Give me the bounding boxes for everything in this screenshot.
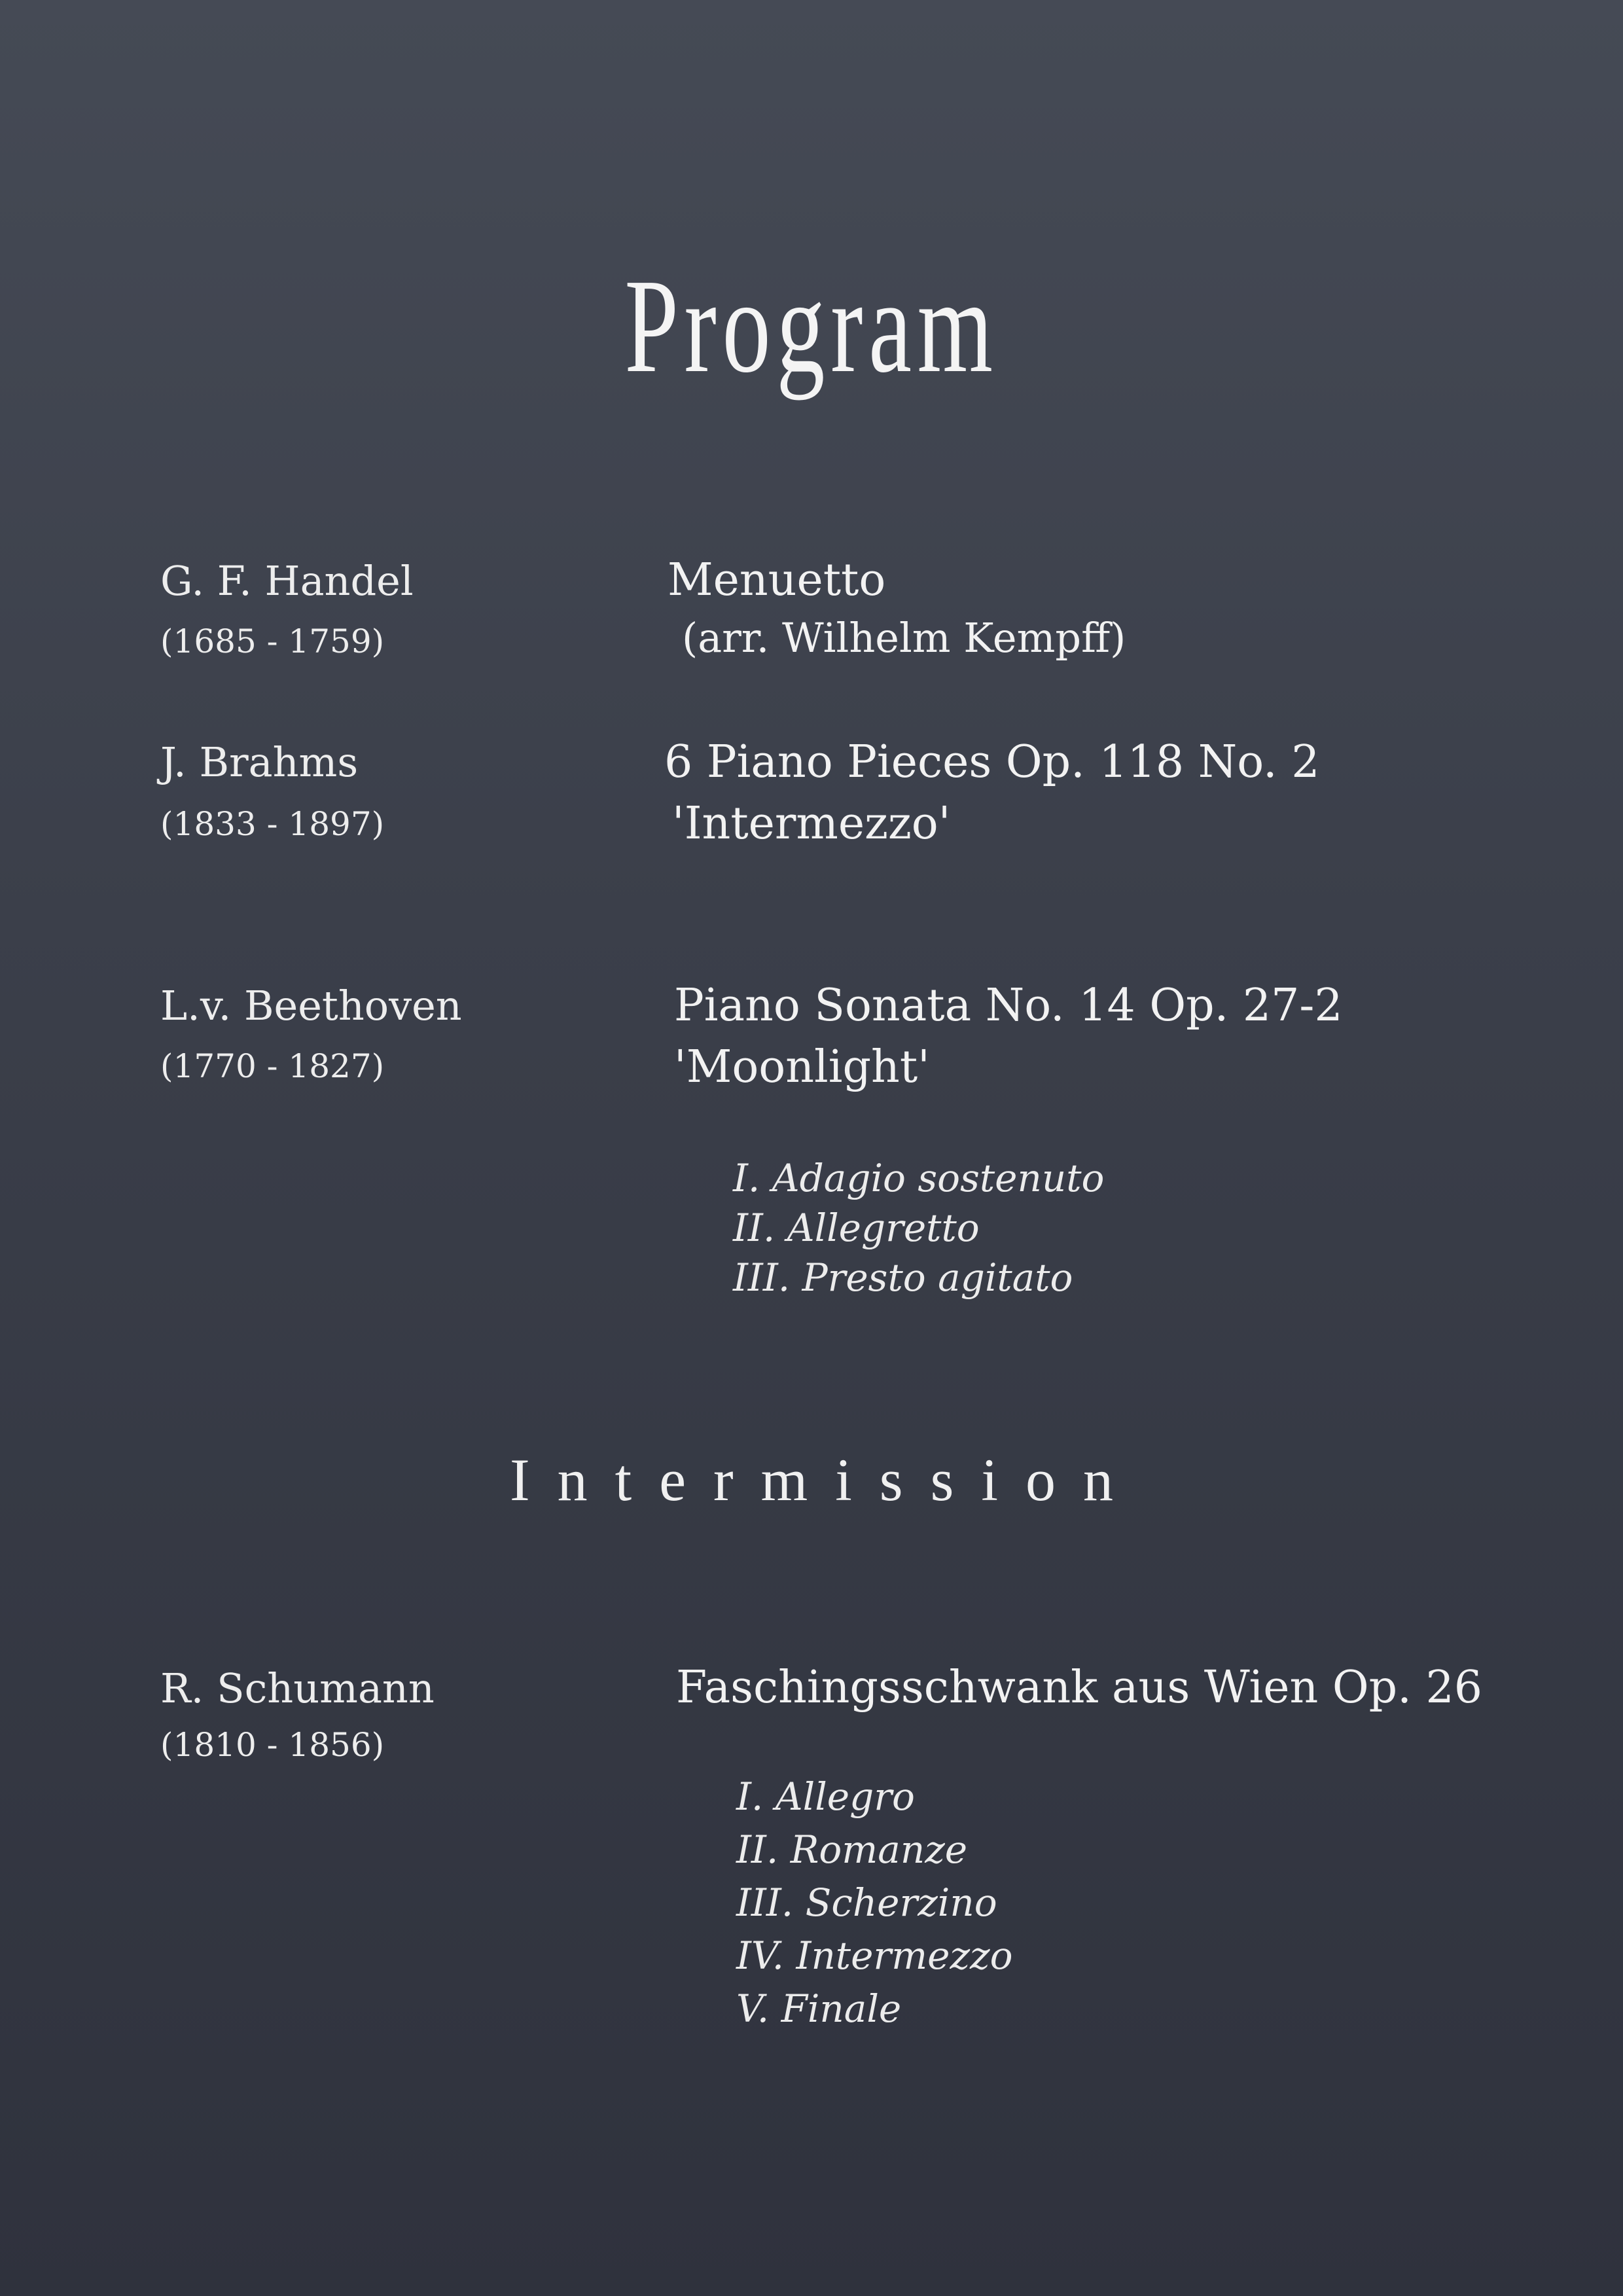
intermission-heading: Intermission	[510, 1446, 1141, 1513]
work-handel	[668, 550, 1126, 665]
composer-dates: (1833 - 1897)	[160, 805, 385, 843]
composer-name: G. F. Handel	[160, 557, 414, 605]
composer-dates: (1770 - 1827)	[160, 1047, 385, 1085]
movements-schumann	[736, 1770, 1013, 2036]
work-subtitle: 'Intermezzo'	[672, 798, 951, 850]
composer-name: J. Brahms	[160, 738, 359, 786]
composer-dates: (1810 - 1856)	[160, 1726, 385, 1764]
composer-name: R. Schumann	[160, 1664, 435, 1712]
composer-brahms	[160, 736, 384, 859]
movement-item: I. Adagio sostenuto	[733, 1156, 1105, 1200]
composer-dates: (1685 - 1759)	[160, 622, 385, 660]
movement-item: IV. Intermezzo	[736, 1933, 1013, 1978]
work-brahms	[664, 732, 1320, 855]
work-schumann	[676, 1657, 1482, 1719]
movement-item: III. Scherzino	[736, 1880, 997, 1925]
movement-item: III. Presto agitato	[733, 1255, 1073, 1300]
movement-item: I. Allegro	[736, 1774, 915, 1819]
work-title: Piano Sonata No. 14 Op. 27-2	[674, 980, 1343, 1031]
work-beethoven	[674, 975, 1343, 1098]
work-subtitle: (arr. Wilhelm Kempff)	[682, 614, 1126, 662]
page-title: Program	[624, 251, 999, 401]
movement-item: V. Finale	[736, 1986, 902, 2031]
work-title: Menuetto	[668, 554, 886, 606]
work-title: 6 Piano Pieces Op. 118 No. 2	[664, 736, 1320, 788]
movement-item: II. Romanze	[736, 1827, 968, 1872]
composer-handel	[160, 555, 414, 675]
movement-item: II. Allegretto	[733, 1206, 980, 1250]
work-title: Faschingsschwank aus Wien Op. 26	[676, 1662, 1482, 1713]
movements-beethoven	[733, 1153, 1104, 1302]
composer-schumann	[160, 1662, 435, 1775]
work-subtitle: 'Moonlight'	[674, 1041, 930, 1093]
composer-beethoven	[160, 980, 462, 1100]
composer-name: L.v. Beethoven	[160, 982, 462, 1030]
